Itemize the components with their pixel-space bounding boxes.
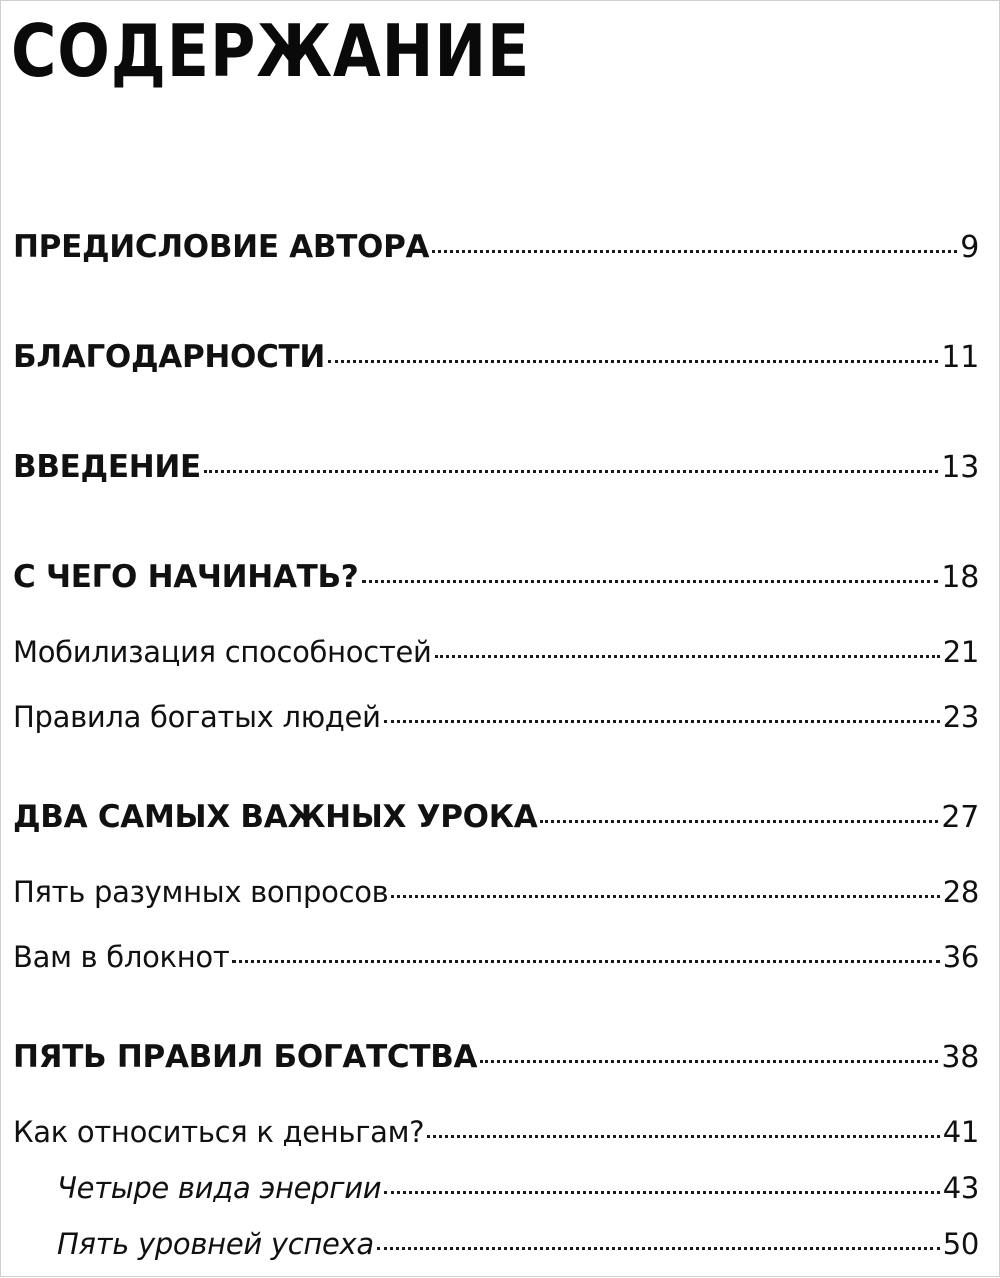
- toc-entry: [13, 449, 979, 485]
- dot-leader: [427, 1135, 939, 1138]
- toc-entry-title: ПРЕДИСЛОВИЕ АВТОРА: [13, 229, 430, 265]
- dot-leader: [232, 960, 939, 963]
- toc-entry-page: 18: [941, 560, 979, 595]
- dot-leader: [362, 580, 939, 583]
- dot-leader: [204, 470, 939, 473]
- toc-entry: [13, 229, 979, 265]
- toc-entry-title: Как относиться к деньгам?: [13, 1115, 425, 1149]
- dot-leader: [480, 1060, 938, 1063]
- toc-entry-page: 11: [941, 340, 979, 375]
- toc-entry: [13, 339, 979, 375]
- toc-entry: [13, 940, 979, 974]
- toc-entry: [13, 559, 979, 595]
- dot-leader: [435, 655, 940, 658]
- toc-entry: [13, 700, 979, 734]
- toc-entry: [13, 875, 979, 909]
- toc-entry: [57, 1227, 979, 1261]
- table-of-contents: [1, 1, 1000, 1278]
- page-title: СОДЕРЖАНИЕ: [11, 9, 531, 93]
- toc-entry: [13, 1115, 979, 1149]
- toc-entry: [57, 1171, 979, 1205]
- toc-entry-title: Четыре вида энергии: [57, 1171, 382, 1205]
- dot-leader: [377, 1247, 940, 1250]
- toc-entry-title: ПЯТЬ ПРАВИЛ БОГАТСТВА: [13, 1039, 478, 1075]
- toc-entry: [13, 635, 979, 669]
- dot-leader: [384, 720, 940, 723]
- toc-entry-page: 28: [942, 875, 979, 909]
- dot-leader: [384, 1191, 939, 1194]
- toc-entry-page: 43: [942, 1171, 979, 1205]
- toc-entry-page: 38: [941, 1040, 979, 1075]
- toc-entry: [13, 799, 979, 835]
- toc-entry-title: ДВА САМЫХ ВАЖНЫХ УРОКА: [13, 799, 538, 835]
- dot-leader: [328, 360, 938, 363]
- toc-entry-page: 23: [942, 700, 979, 734]
- toc-entry-page: 36: [942, 940, 979, 974]
- toc-entry-title: Пять уровней успеха: [57, 1227, 374, 1261]
- toc-entry-title: Мобилизация способностей: [13, 635, 432, 669]
- toc-entry-page: 21: [942, 635, 979, 669]
- toc-entry-title: Вам в блокнот: [13, 940, 230, 974]
- dot-leader: [391, 895, 939, 898]
- toc-entry-page: 50: [942, 1227, 979, 1261]
- toc-entry-title: ВВЕДЕНИЕ: [13, 449, 201, 485]
- toc-entry-title: БЛАГОДАРНОСТИ: [13, 339, 326, 375]
- toc-entry-page: 9: [960, 230, 979, 265]
- toc-entry-title: С ЧЕГО НАЧИНАТЬ?: [13, 559, 359, 595]
- dot-leader: [540, 820, 938, 823]
- toc-entry-page: 41: [942, 1115, 979, 1149]
- toc-entry-page: 27: [941, 800, 979, 835]
- toc-entry-title: Пять разумных вопросов: [13, 875, 389, 909]
- dot-leader: [432, 250, 957, 253]
- toc-entry-title: Правила богатых людей: [13, 700, 381, 734]
- toc-entry: [13, 1039, 979, 1075]
- toc-entry-page: 13: [941, 450, 979, 485]
